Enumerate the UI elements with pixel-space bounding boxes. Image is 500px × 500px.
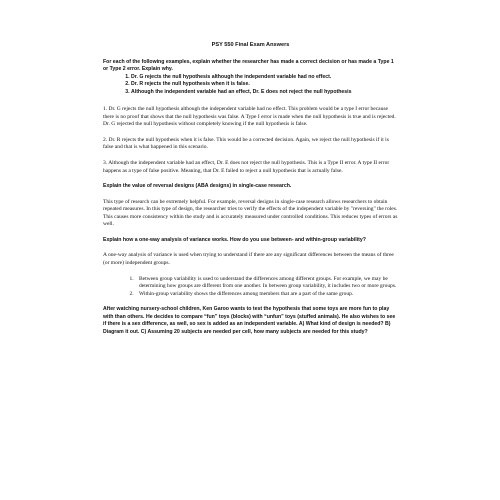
answer-1-paragraph: 1. Dr. G rejects the null hypothesis although the independent variable had no effect. This problem would be a type I error because there is no proof that shows that the null hypothesis was false. A Type I error is made when the null hypothesis is true and is rejected. Dr. G rejected the null hypothesis without completely knowing if the null hypothesis is false.: [103, 106, 396, 128]
document-page: [103, 42, 398, 336]
list-item: 2. Within-group variability shows the differences among members that are a part of the same group.: [135, 291, 398, 299]
question-4-prompt: After watching nursery-school children, Ken Garoo wants to test the hypothesis that some toys are more fun to play with than others. He decides to compare “fun” toys (blocks) with “unfun” toys (stuffed animals). He also wishes to see if there is a sex difference, as well, so sex is added as an independent variable. A) What kind of design is needed? B) Diagram it out. C) Assuming 20 subjects are needed per cell, how many subjects are needed for this study?: [103, 306, 396, 335]
question-2-prompt: Explain the value of reversal designs (ABA designs) in single-case research.: [103, 183, 292, 190]
question-1-list: [103, 74, 398, 96]
question-3-list: [103, 276, 398, 299]
answer-2-paragraph: 2. Dr. R rejects the null hypothesis when it is false. This would be a corrected decision. Again, we reject the null hypothesis if it is false and that is what happened in this scenario.: [103, 136, 389, 151]
question-1-prompt: For each of the following examples, explain whether the researcher has made a correct decision or has made a Type 1 or Type 2 error. Explain why.: [103, 59, 394, 73]
question-3-prompt: Explain how a one-way analysis of variance works. How do you use between- and within-group variability?: [103, 236, 366, 243]
list-item: 2. Dr. R rejects the null hypothesis when it is false.: [131, 81, 398, 88]
answer-3-paragraph: 3. Although the independent variable had an effect, Dr. E does not reject the null hypothesis. This is a Type II error. A type II error happens as a type of false positive. Meaning, that Dr. E failed to reject a null hypothesis that is actually false.: [103, 160, 390, 174]
list-item: 1. Between group variability is used to understand the differences among different groups. For example, we may be determining how groups are different from one another. In between group variability, it includes two or more groups.: [135, 276, 398, 291]
answer-3-body: A one-way analysis of variance is used when trying to understand if there are any significant differences between the means of three (or more) independent groups.: [103, 252, 394, 266]
list-item: 3. Although the independent variable had an effect, Dr. E does not reject the null hypothesis: [131, 89, 398, 96]
list-item: 1. Dr. G rejects the null hypothesis although the independent variable had no effect.: [131, 74, 398, 81]
document-title: PSY 550 Final Exam Answers: [211, 42, 290, 48]
answer-2-body: This type of research can be extremely helpful. For example, reversal designs in single-case research allows researchers to obtain repeated measures. In this type of design, the researcher tries to verify the effects of the independent variable by "reversing" the roles. This causes more consistency within the study and is accurately measured under controlled conditions. This reduces types of errors as well.: [103, 198, 398, 228]
